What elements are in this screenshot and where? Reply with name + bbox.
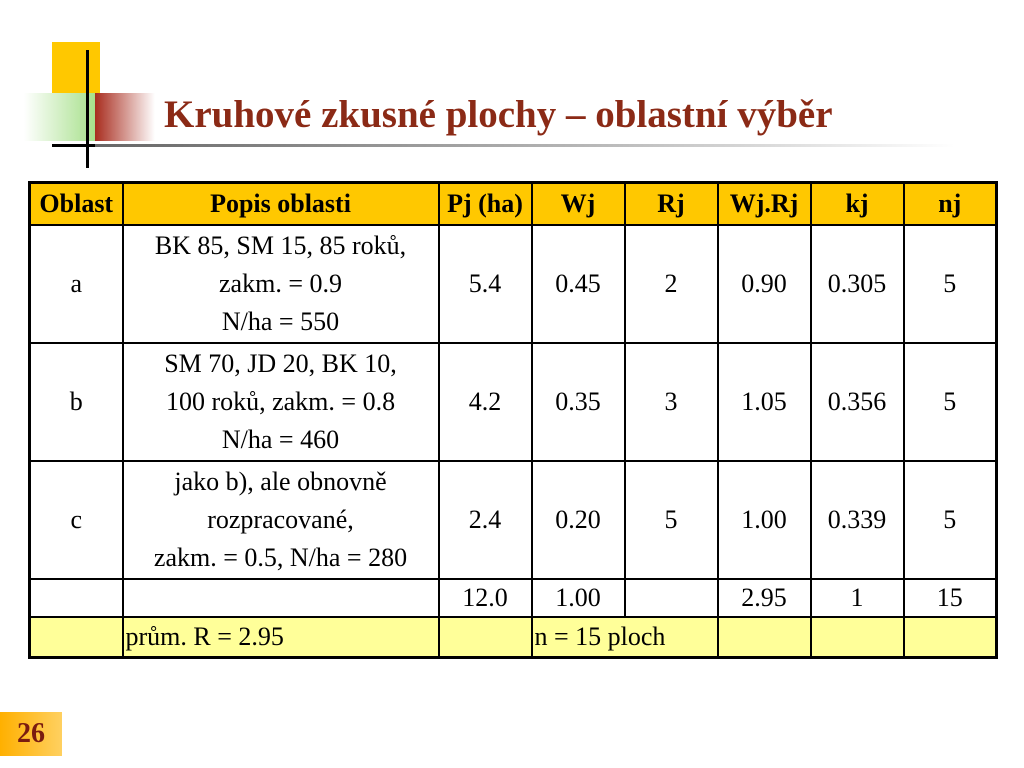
cell-wjrj: 1.00 [718, 461, 811, 579]
header-rj: Rj [625, 183, 718, 226]
cell-popis [123, 343, 439, 461]
cell-popis-line: N/ha = 550 [221, 306, 340, 336]
cell-empty [811, 617, 904, 657]
cell-popis-line: 100 roků, zakm. = 0.8 [165, 386, 396, 416]
header-wjrj: Wj.Rj [718, 183, 811, 226]
cell-popis [123, 225, 439, 343]
summary-average-r: prům. R = 2.95 [123, 617, 439, 657]
cell-empty [30, 579, 123, 617]
cell-pj: 2.4 [439, 461, 532, 579]
cell-pj: 5.4 [439, 225, 532, 343]
cell-empty [30, 617, 123, 657]
summary-row [30, 617, 997, 657]
title-underline [95, 144, 955, 147]
summary-plot-count: n = 15 ploch [532, 617, 718, 657]
cell-kj: 0.305 [811, 225, 904, 343]
table-header-row [30, 183, 997, 226]
cell-empty [718, 617, 811, 657]
cell-pj: 4.2 [439, 343, 532, 461]
cell-wjrj: 1.05 [718, 343, 811, 461]
table-row [30, 225, 997, 343]
cell-empty [123, 579, 439, 617]
cell-empty [439, 617, 532, 657]
cell-popis-line: N/ha = 460 [221, 424, 340, 454]
total-kj: 1 [811, 579, 904, 617]
cell-popis [123, 461, 439, 579]
header-oblast: Oblast [30, 183, 123, 226]
cell-wj: 0.35 [532, 343, 625, 461]
cell-oblast: c [30, 461, 123, 579]
cell-empty [904, 617, 997, 657]
cell-wj: 0.20 [532, 461, 625, 579]
cell-oblast: b [30, 343, 123, 461]
total-pj: 12.0 [439, 579, 532, 617]
total-wj: 1.00 [532, 579, 625, 617]
header-pj: Pj (ha) [439, 183, 532, 226]
table-row [30, 343, 997, 461]
cell-rj: 2 [625, 225, 718, 343]
cell-empty [625, 579, 718, 617]
header-kj: kj [811, 183, 904, 226]
header-popis-oblasti: Popis oblasti [123, 183, 439, 226]
cell-oblast: a [30, 225, 123, 343]
cell-rj: 3 [625, 343, 718, 461]
total-wjrj: 2.95 [718, 579, 811, 617]
cell-popis-line: zakm. = 0.5, N/ha = 280 [153, 542, 408, 572]
corner-ornament-horizontal-line [52, 144, 97, 147]
cell-nj: 5 [904, 225, 997, 343]
sample-plots-table [28, 181, 998, 659]
total-nj: 15 [904, 579, 997, 617]
slide-title: Kruhové zkusné plochy – oblastní výběr [164, 93, 833, 136]
table-row [30, 461, 997, 579]
cell-kj: 0.356 [811, 343, 904, 461]
cell-popis-line: zakm. = 0.9 [219, 268, 342, 298]
cell-wjrj: 0.90 [718, 225, 811, 343]
cell-popis-line: SM 70, JD 20, BK 10, [164, 348, 397, 378]
slide-number: 26 [0, 712, 62, 756]
cell-nj: 5 [904, 461, 997, 579]
header-wj: Wj [532, 183, 625, 226]
cell-popis-line: jako b), ale obnovně [174, 466, 387, 496]
corner-ornament-yellow-block [52, 42, 100, 96]
cell-kj: 0.339 [811, 461, 904, 579]
header-nj: nj [904, 183, 997, 226]
cell-wj: 0.45 [532, 225, 625, 343]
cell-popis-line: BK 85, SM 15, 85 roků, [154, 230, 407, 260]
corner-ornament-vertical-line [86, 50, 89, 168]
cell-rj: 5 [625, 461, 718, 579]
totals-row [30, 579, 997, 617]
cell-popis-line: rozpracované, [207, 504, 354, 534]
cell-nj: 5 [904, 343, 997, 461]
corner-ornament-red-block [95, 93, 155, 141]
